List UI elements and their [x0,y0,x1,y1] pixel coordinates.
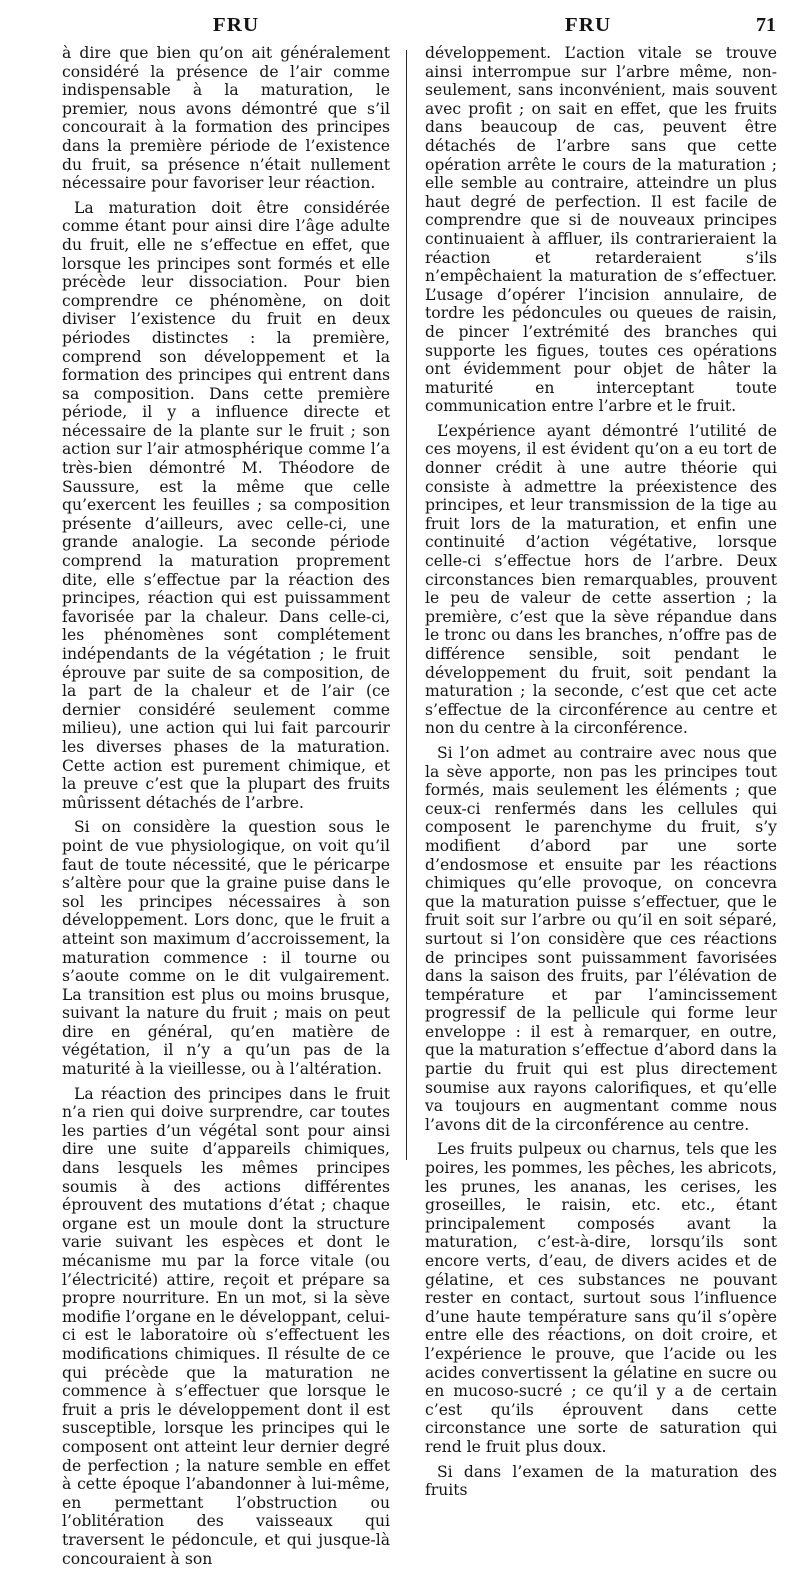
running-header [0,8,800,42]
left-running-head: FRU [212,14,260,36]
paragraph: La maturation doit être considérée comme étant pour ainsi dire l’âge adulte du fruit, elle ne s’effectue en effet, que lorsque les principes sont formés et elle précède leur dissociation. Pour bien comprendre ce phénomène, on doit diviser l’existence du fruit en deux périodes distinctes : la première, comprend son développement et la formation des principes qui entrent dans sa composition. Dans cette première période, il y a influence directe et nécessaire de la plante sur le fruit ; son action sur l’air atmosphérique comme l’a très-bien démontré M. Théodore de Saussure, est la même que celle qu’exercent les feuilles ; sa composition présente d’ailleurs, avec celle-ci, une grande analogie. La seconde période comprend la maturation proprement dite, elle s’effectue par la réaction des principes, réaction qui est puissamment favorisée par la chaleur. Dans celle-ci, les phénomènes sont complétement indépendants de la végétation ; le fruit éprouve par suite de sa composition, de la part de la chaleur et de l’air (ce dernier considéré seulement comme milieu), une action qui lui fait parcourir les diverses phases de la maturation. Cette action est purement chimique, et la preuve c’est que la plupart des fruits mûrissent détachés de l’arbre. [62,198,390,812]
paragraph: L’expérience ayant démontré l’utilité de ces moyens, il est évident qu’on a eu tort de donner crédit à une autre théorie qui consiste à admettre la préexistence des principes, et leur transmission de la tige au fruit lors de la maturation, et enfin une continuité d’action végétative, lorsque celle-ci s’effectue hors de l’arbre. Deux circonstances bien remarquables, prouvent le peu de valeur de cette assertion ; la première, c’est que la sève répandue dans le tronc ou dans les branches, n’offre pas de différence sensible, soit pendant le développement du fruit, soit pendant la maturation ; la seconde, c’est que cet acte s’effectue de la circonférence au centre et non du centre à la circonférence. [425,421,777,738]
paragraph: à dire que bien qu’on ait généralement considéré la présence de l’air comme indispensable à la maturation, le premier, nous avons démontré que s’il concourait à la formation des principes dans la première période de l’existence du fruit, sa présence n’était nullement nécessaire pour favoriser leur réaction. [62,44,390,193]
column-divider [406,50,407,1160]
paragraph: Les fruits pulpeux ou charnus, tels que les poires, les pommes, les pêches, les abricots, les prunes, les ananas, les cerises, les groseilles, le raisin, etc. etc., étant principalement composés avant la maturation, c’est-à-dire, lorsqu’ils sont encore verts, d’eau, de divers acides et de gélatine, et ces substances ne pouvant rester en contact, surtout sous l’influence d’une haute température sans qu’il s’opère entre elle des réactions, on doit croire, et l’expérience le prouve, que l’acide ou les acides convertissent la gélatine en sucre ou en mucoso-sucré ; ce qu’il y a de certain c’est qu’ils éprouvent dans cette circonstance une sorte de saturation qui rend le fruit plus doux. [425,1140,777,1456]
paragraph: développement. L’action vitale se trouve ainsi interrompue sur l’arbre même, non-seulement, sans inconvénient, mais souvent avec profit ; on sait en effet, que les fruits dans beaucoup de cas, peuvent être détachés de l’arbre sans que cette opération arrête le cours de la maturation ; elle semble au contraire, atteindre un plus haut degré de perfection. Il est facile de comprendre que si de nouveaux principes continuaient à affluer, ils contrarieraient la réaction et retarderaient s’ils n’empêchaient la maturation de s’effectuer. L’usage d’opérer l’incision annulaire, de tordre les pédoncules ou queues de raisin, de pincer l’extrémité des branches qui supporte les figues, toutes ces opérations ont évidemment pour objet de hâter la maturité en interceptant toute communication entre l’arbre et le fruit. [425,44,777,416]
page-number: 71 [756,14,776,36]
center-running-head: FRU [564,14,612,36]
right-column [425,44,777,1506]
paragraph: Si dans l’examen de la maturation des fruits [425,1462,777,1500]
paragraph: Si l’on admet au contraire avec nous que la sève apporte, non pas les principes tout formés, mais seulement les éléments ; que ceux-ci renfermés dans les cellules qui composent le parenchyme du fruit, s’y modifient d’abord par une sorte d’endosmose et ensuite par les réactions chimiques qu’elle provoque, on concevra que la maturation puisse s’effectuer, que le fruit soit sur l’arbre ou qu’il en soit séparé, surtout si l’on considère que ces réactions de principes sont puissamment favorisées dans la saison des fruits, par l’élévation de température et par l’amincissement progressif de la pellicule qui forme leur enveloppe : il est à remarquer, en outre, que la maturation s’effectue d’abord dans la partie du fruit qui est plus directement soumise aux rayons calorifiques, et qu’elle va toujours en augmentant comme nous l’avons dit de la circonférence au centre. [425,743,777,1134]
paragraph: La réaction des principes dans le fruit n’a rien qui doive surprendre, car toutes les parties d’un végétal sont pour ainsi dire une suite d’appareils chimiques, dans lesquels les mêmes principes soumis à des actions différentes éprouvent des mutations d’état ; chaque organe est un moule dont la structure varie suivant les espèces et dont le mécanisme mu par la force vitale (ou l’électricité) attire, reçoit et prépare sa propre nourriture. En un mot, si la sève modifie l’organe en le développant, celui-ci est le laboratoire où s’effectuent les modifications chimiques. Il résulte de ce qui précède que la maturation ne commence à s’effectuer que lorsque le fruit a pris le développement dont il est susceptible, lorsque les principes qui le composent ont atteint leur dernier degré de perfection ; la nature semble en effet à cette époque l’abandonner à lui-même, en permettant l’obstruction ou l’oblitération des vaisseaux qui traversent le pédoncule, et qui jusque-là concouraient à son [62,1084,390,1568]
left-column [62,44,390,1574]
paragraph: Si on considère la question sous le point de vue physiologique, on voit qu’il faut de toute nécessité, que le péricarpe s’altère pour que la graine puise dans le sol les principes nécessaires à son développement. Lors donc, que le fruit a atteint son maximum d’accroissement, la maturation commence : il tourne ou s’aoute comme on le dit vulgairement. La transition est plus ou moins brusque, suivant la nature du fruit ; mais on peut dire en général, qu’en matière de végétation, il n’y a qu’un pas de la maturité à la vieillesse, ou à l’altération. [62,818,390,1079]
